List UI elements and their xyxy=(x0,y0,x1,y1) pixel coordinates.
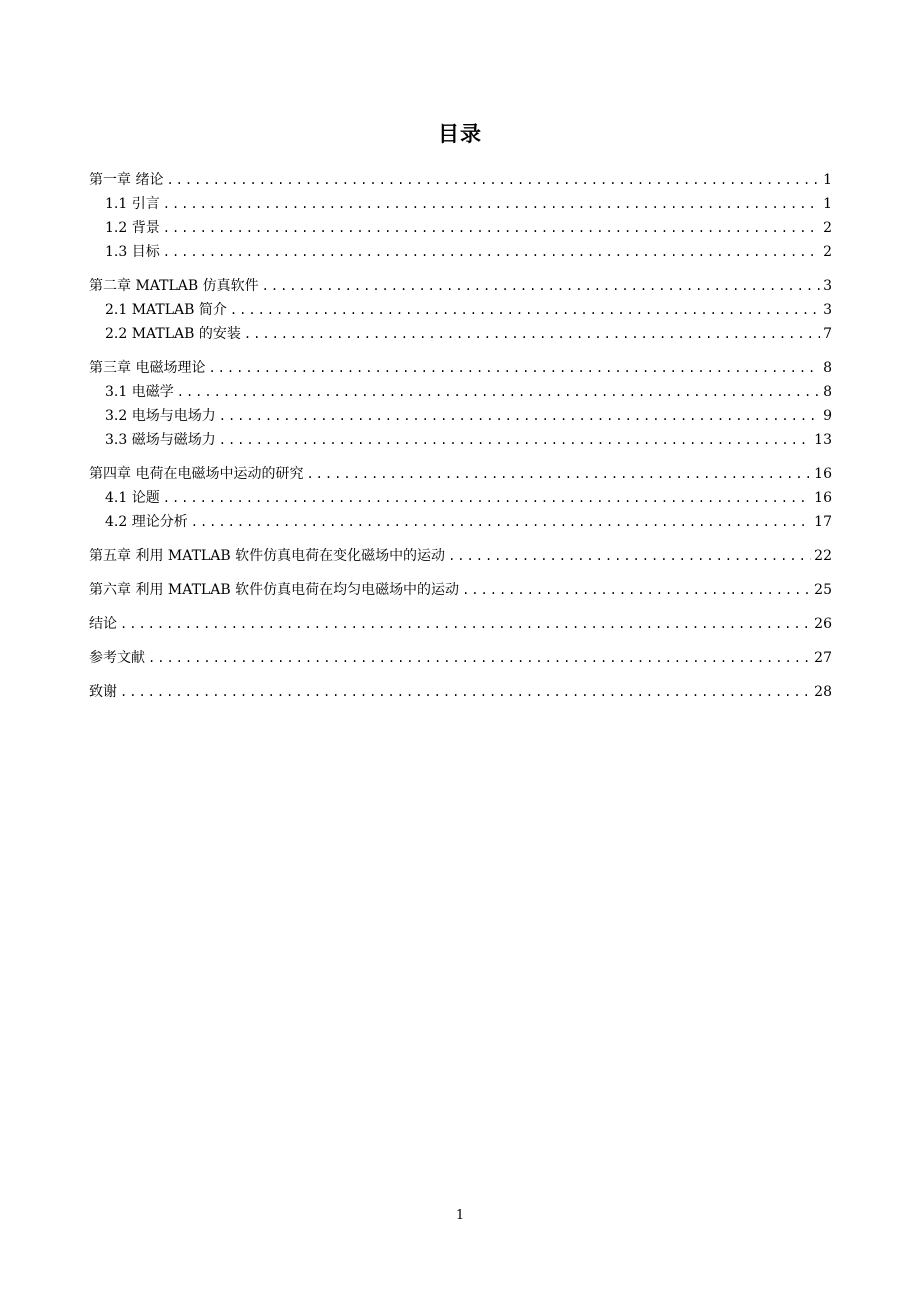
toc-section-entry[interactable] xyxy=(89,216,832,240)
toc-entry-page-number: 9 xyxy=(823,408,832,424)
toc-chapter-entry[interactable] xyxy=(89,356,832,380)
toc-entry-label: 1.1 引言 xyxy=(105,196,160,212)
toc-entry-label: 第三章 电磁场理论 xyxy=(89,360,206,376)
toc-chapter-entry[interactable] xyxy=(89,578,832,602)
toc-entry-label: 2.2 MATLAB 的安装 xyxy=(105,326,241,342)
toc-entry-page-number: 16 xyxy=(814,490,832,506)
toc-entry-label: 结论 xyxy=(89,616,117,632)
toc-entry-page-number: 27 xyxy=(814,650,832,666)
toc-entry-page-number: 1 xyxy=(823,172,832,188)
toc-entry-page-number: 2 xyxy=(823,220,832,236)
toc-chapter-entry[interactable] xyxy=(89,274,832,298)
toc-entry-label: 第六章 利用 MATLAB 软件仿真电荷在均匀电磁场中的运动 xyxy=(89,582,460,598)
toc-entry-page-number: 22 xyxy=(814,548,832,564)
toc-section-entry[interactable] xyxy=(89,428,832,452)
toc-dot-leader xyxy=(462,578,811,602)
toc-dot-leader xyxy=(244,322,820,346)
toc-entry-label: 致谢 xyxy=(89,684,117,700)
toc-entry-label: 第四章 电荷在电磁场中运动的研究 xyxy=(89,466,304,482)
toc-entry-label: 4.1 论题 xyxy=(105,490,160,506)
toc-dot-leader xyxy=(163,192,820,216)
toc-chapter-entry[interactable] xyxy=(89,646,832,670)
toc-section-entry[interactable] xyxy=(89,322,832,346)
toc-entry-page-number: 13 xyxy=(814,432,832,448)
toc-chapter-entry[interactable] xyxy=(89,462,832,486)
toc-dot-leader xyxy=(219,428,811,452)
toc-entry-label: 1.3 目标 xyxy=(105,244,160,260)
toc-dot-leader xyxy=(219,404,820,428)
toc-entry-label: 第五章 利用 MATLAB 软件仿真电荷在变化磁场中的运动 xyxy=(89,548,446,564)
toc-chapter-entry[interactable] xyxy=(89,680,832,704)
toc-dot-leader xyxy=(120,612,811,636)
toc-entry-label: 第二章 MATLAB 仿真软件 xyxy=(89,278,259,294)
toc-entry-page-number: 3 xyxy=(823,302,832,318)
toc-dot-leader xyxy=(208,356,820,380)
toc-entry-label: 参考文献 xyxy=(89,650,145,666)
toc-entry-label: 第一章 绪论 xyxy=(89,172,164,188)
toc-chapter-entry[interactable] xyxy=(89,544,832,568)
toc-section-entry[interactable] xyxy=(89,404,832,428)
toc-chapter-entry[interactable] xyxy=(89,612,832,636)
toc-entry-page-number: 2 xyxy=(823,244,832,260)
toc-dot-leader xyxy=(163,240,820,264)
toc-dot-leader xyxy=(177,380,820,404)
toc-dot-leader xyxy=(448,544,811,568)
toc-dot-leader xyxy=(163,216,820,240)
toc-entry-label: 3.3 磁场与磁场力 xyxy=(105,432,216,448)
toc-section-entry[interactable] xyxy=(89,510,832,534)
toc-dot-leader xyxy=(120,680,811,704)
toc-entry-page-number: 17 xyxy=(814,514,832,530)
toc-dot-leader xyxy=(262,274,820,298)
toc-entry-page-number: 8 xyxy=(823,384,832,400)
toc-entry-page-number: 3 xyxy=(823,278,832,294)
toc-section-entry[interactable] xyxy=(89,380,832,404)
toc-entry-page-number: 26 xyxy=(814,616,832,632)
toc-section-entry[interactable] xyxy=(89,486,832,510)
toc-entry-page-number: 28 xyxy=(814,684,832,700)
table-of-contents xyxy=(89,168,832,704)
toc-section-entry[interactable] xyxy=(89,192,832,216)
toc-chapter-entry[interactable] xyxy=(89,168,832,192)
toc-dot-leader xyxy=(191,510,811,534)
toc-entry-label: 2.1 MATLAB 简介 xyxy=(105,302,227,318)
toc-dot-leader xyxy=(148,646,811,670)
toc-entry-label: 3.2 电场与电场力 xyxy=(105,408,216,424)
toc-entry-page-number: 25 xyxy=(814,582,832,598)
footer-page-number: 1 xyxy=(455,1208,465,1223)
toc-entry-label: 1.2 背景 xyxy=(105,220,160,236)
toc-dot-leader xyxy=(306,462,811,486)
toc-section-entry[interactable] xyxy=(89,298,832,322)
toc-dot-leader xyxy=(163,486,811,510)
toc-section-entry[interactable] xyxy=(89,240,832,264)
toc-entry-page-number: 8 xyxy=(823,360,832,376)
toc-entry-label: 3.1 电磁学 xyxy=(105,384,174,400)
toc-dot-leader xyxy=(166,168,820,192)
page-title: 目录 xyxy=(438,122,482,146)
toc-dot-leader xyxy=(230,298,820,322)
toc-entry-label: 4.2 理论分析 xyxy=(105,514,188,530)
toc-entry-page-number: 16 xyxy=(814,466,832,482)
toc-entry-page-number: 1 xyxy=(823,196,832,212)
toc-entry-page-number: 7 xyxy=(823,326,832,342)
